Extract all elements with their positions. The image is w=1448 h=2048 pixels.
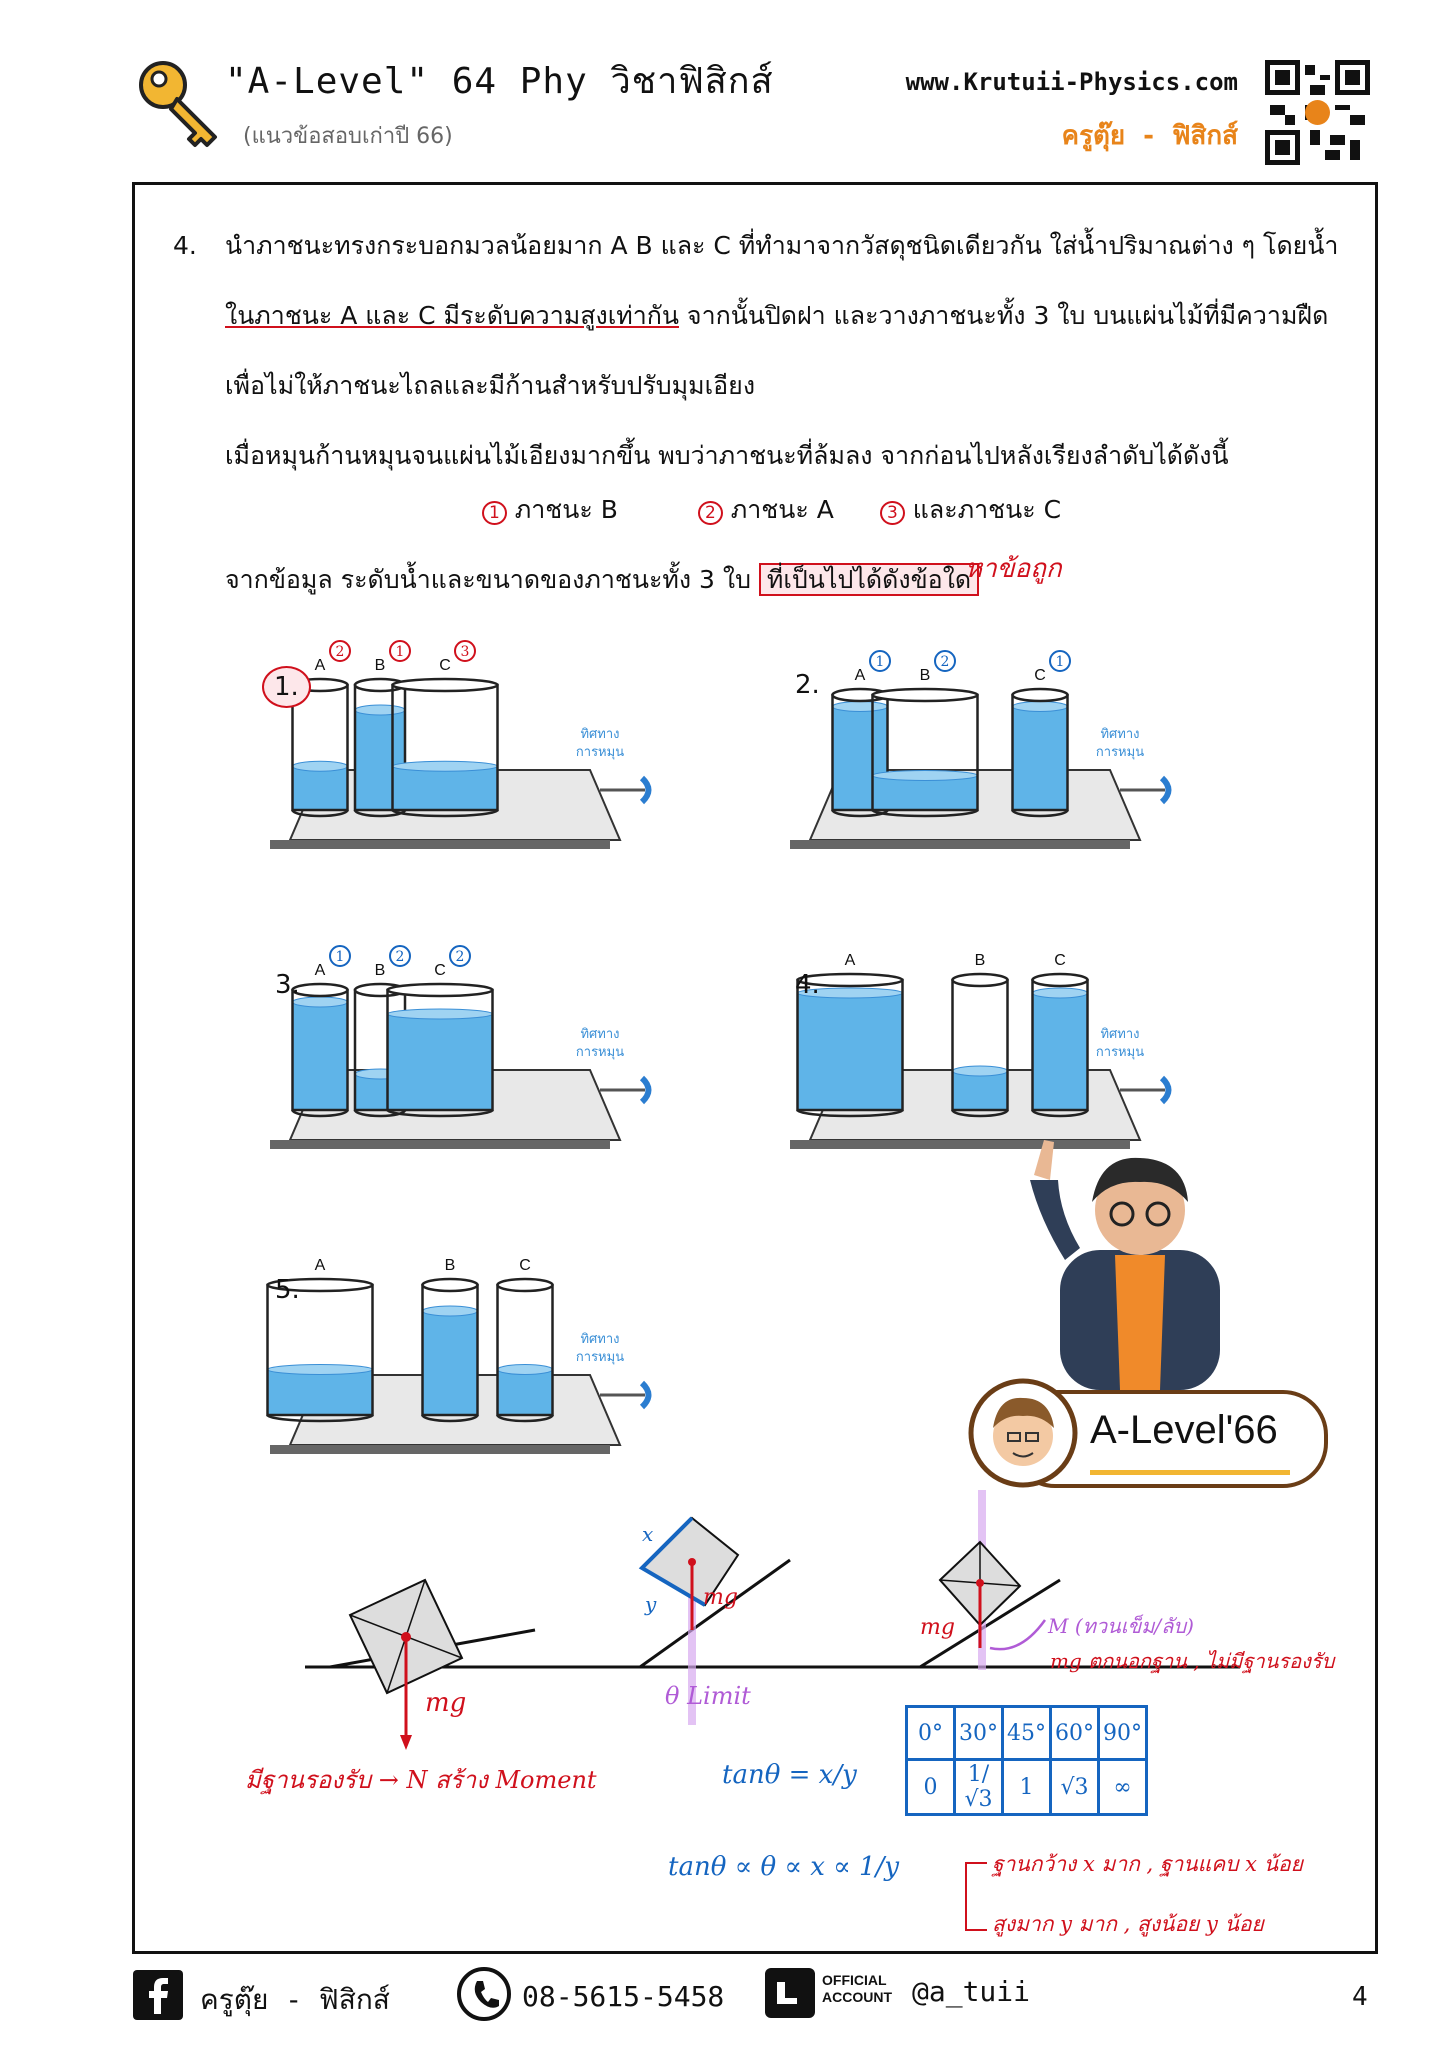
option-diagram-2 <box>770 610 1190 850</box>
cylinder-label: A <box>844 952 856 969</box>
order-item-1: 1 ภาชนะ B <box>482 492 618 531</box>
cylinder-lid <box>1033 974 1088 986</box>
theta-limit-label: θ Limit <box>665 1682 751 1710</box>
water-fill <box>268 1370 373 1416</box>
mg-label-1: mg <box>425 1688 467 1718</box>
note-find-correct: หาข้อถูก <box>965 554 1062 584</box>
tan-relation: tanθ ∝ θ ∝ x ∝ 1/y <box>668 1852 900 1882</box>
mg-outside-note: mg ตกนอกฐาน , ไม่มีฐานรองรับ <box>1050 1649 1335 1673</box>
cylinder-lid <box>873 689 978 701</box>
rotation-label: การหมุน <box>575 1350 625 1365</box>
rotation-label: ทิศทาง <box>1100 1027 1140 1042</box>
water-surface <box>1013 702 1068 712</box>
question-line-4: เมื่อหมุนก้านหมุนจนแผ่นไม้เอียงมากขึ้น พบว่าภาชนะที่ล้มลง จากก่อนไปหลังเรียงลำดับได้ดังนี้ <box>225 441 1229 470</box>
order-mark: 2 <box>335 644 345 660</box>
water-surface <box>1033 988 1088 998</box>
order-mark: 1 <box>335 949 345 965</box>
note-tall: สูงมาก y มาก , สูงน้อย y น้อย <box>992 1912 1264 1936</box>
cylinder-lid <box>388 984 493 996</box>
y-label: y <box>645 1592 657 1616</box>
water-fill <box>293 1002 348 1110</box>
water-fill <box>423 1311 478 1415</box>
water-surface <box>355 705 405 715</box>
water-surface <box>423 1306 478 1316</box>
rotation-label: การหมุน <box>575 1045 625 1060</box>
page-title: "A-Level" 64 Phy วิชาฟิสิกส์ <box>225 61 774 102</box>
question-prompt: จากข้อมูล ระดับน้ำและขนาดของภาชนะทั้ง 3 ใบ ที่เป็นไปได้ดังข้อใด <box>225 562 979 598</box>
tan-cell: √3 <box>1051 1760 1099 1815</box>
cylinder-label: C <box>1054 952 1066 969</box>
water-fill <box>1013 707 1068 811</box>
cylinder-label: C <box>1034 667 1046 684</box>
option-diagram-3 <box>250 910 670 1150</box>
angle-cell: 60° <box>1051 1707 1099 1760</box>
question-number: 4. <box>173 231 197 260</box>
water-surface <box>953 1066 1008 1076</box>
water-fill <box>498 1370 553 1416</box>
water-fill <box>388 1014 493 1110</box>
water-surface <box>293 997 348 1007</box>
cylinder-lid <box>293 984 348 996</box>
angle-cell: 30° <box>955 1707 1003 1760</box>
angle-cell: 45° <box>1003 1707 1051 1760</box>
badge-underline <box>1090 1470 1290 1475</box>
website[interactable]: www.Krutuii-Physics.com <box>905 68 1238 96</box>
line-icon[interactable] <box>765 1968 815 2018</box>
cylinder-label: C <box>519 1257 531 1274</box>
support-note: มีฐานรองรับ → N สร้าง Moment <box>245 1766 597 1794</box>
order-mark: 3 <box>460 644 470 660</box>
water-fill <box>293 766 348 810</box>
water-surface <box>268 1365 373 1375</box>
page-subtitle: (แนวข้อสอบเก่าปี 66) <box>243 124 453 149</box>
cylinder-label: C <box>434 962 446 979</box>
cylinder-label: A <box>314 657 326 674</box>
question-line-3: เพื่อไม่ให้ภาชนะไถลและมีก้านสำหรับปรับมุมเอียง <box>225 371 756 400</box>
footer-line-id[interactable]: @a_tuii <box>912 1975 1031 2008</box>
order-mark-3: 3 <box>880 501 905 525</box>
tan-cell: 1/√3 <box>955 1760 1003 1815</box>
water-surface <box>498 1365 553 1375</box>
cylinder-label: B <box>919 667 931 684</box>
order-mark-1: 1 <box>482 501 507 525</box>
cylinder-label: A <box>854 667 866 684</box>
cylinder-lid <box>423 1279 478 1291</box>
option-diagram-4 <box>770 910 1190 1150</box>
board-edge <box>270 840 610 849</box>
key-icon <box>135 55 225 150</box>
cylinder-label: A <box>314 962 326 979</box>
option-diagram-1 <box>250 610 670 850</box>
water-fill <box>953 1071 1008 1110</box>
order-mark: 2 <box>395 949 405 965</box>
bracket-line <box>965 1862 987 1931</box>
tan-cell: ∞ <box>1099 1760 1147 1815</box>
water-surface <box>393 761 498 771</box>
rotation-label: การหมุน <box>1095 745 1145 760</box>
underlined-condition: ในภาชนะ A และ C มีระดับความสูงเท่ากัน <box>225 301 679 330</box>
order-mark: 1 <box>875 654 885 670</box>
cylinder-label: B <box>374 962 386 979</box>
option-number-5[interactable]: 5. <box>275 1275 300 1305</box>
tan-cell: 0 <box>907 1760 955 1815</box>
rotation-label: การหมุน <box>575 745 625 760</box>
rotation-label: ทิศทาง <box>1100 727 1140 742</box>
order-mark-2: 2 <box>698 501 723 525</box>
x-label: x <box>642 1522 654 1546</box>
teacher-name: ครูตุ๊ย - ฟิสิกส์ <box>1061 121 1238 151</box>
rotation-label: ทิศทาง <box>580 727 620 742</box>
board-edge <box>270 1445 610 1454</box>
angle-cell: 90° <box>1099 1707 1147 1760</box>
angle-table <box>905 1705 1148 1816</box>
cylinder-lid <box>1013 689 1068 701</box>
moment-note: M (ทวนเข็ม/ลับ) <box>1048 1614 1194 1638</box>
angle-cell: 0° <box>907 1707 955 1760</box>
option-number-2[interactable]: 2. <box>795 670 820 700</box>
tan-cell: 1 <box>1003 1760 1051 1815</box>
order-mark: 2 <box>455 949 465 965</box>
cylinder-label: B <box>444 1257 456 1274</box>
cylinder-lid <box>953 974 1008 986</box>
note-wide-base: ฐานกว้าง x มาก , ฐานแคบ x น้อย <box>992 1852 1303 1876</box>
option-number-4[interactable]: 4. <box>795 970 820 1000</box>
cylinder-label: C <box>439 657 451 674</box>
option-number-3[interactable]: 3. <box>275 970 300 1000</box>
order-item-3: 3 และภาชนะ C <box>880 492 1061 531</box>
water-fill <box>798 993 903 1110</box>
line-official-label: OFFICIAL ACCOUNT <box>822 1972 892 2005</box>
teacher-photo <box>1020 1130 1260 1390</box>
water-surface <box>388 1009 493 1019</box>
footer-phone[interactable]: 08-5615-5458 <box>522 1980 725 2013</box>
board-edge <box>270 1140 610 1149</box>
phone-icon[interactable] <box>455 1965 513 2023</box>
order-item-2: 2 ภาชนะ A <box>698 492 834 531</box>
mg-label-2: mg <box>703 1585 738 1610</box>
order-mark: 1 <box>1055 654 1065 670</box>
rotation-label: ทิศทาง <box>580 1332 620 1347</box>
facebook-icon[interactable] <box>133 1970 183 2020</box>
tan-formula: tanθ = x/y <box>722 1760 857 1790</box>
annotation-diagram <box>300 1480 1370 1790</box>
rotation-label: ทิศทาง <box>580 1027 620 1042</box>
board-edge <box>790 840 1130 849</box>
badge-label: A-Level'66 <box>1090 1408 1278 1452</box>
water-fill <box>1033 993 1088 1110</box>
page-number: 4 <box>1352 1982 1368 2012</box>
qr-code-icon[interactable] <box>1265 60 1370 165</box>
water-surface <box>873 771 978 781</box>
cylinder-lid <box>393 679 498 691</box>
question-line-1: นำภาชนะทรงกระบอกมวลน้อยมาก A B และ C ที่ทำมาจากวัสดุชนิดเดียวกัน ใส่น้ำปริมาณต่าง ๆ โดยน้ำ <box>225 231 1339 260</box>
cylinder-lid <box>498 1279 553 1291</box>
rotation-label: การหมุน <box>1095 1045 1145 1060</box>
prompt-highlight: ที่เป็นไปได้ดังข้อใด <box>759 563 979 596</box>
question-line-2 <box>225 298 1328 334</box>
cylinder-label: B <box>974 952 986 969</box>
water-surface <box>293 761 348 771</box>
option-diagram-5 <box>250 1215 670 1455</box>
option-number-1[interactable]: 1. <box>262 666 311 708</box>
footer-facebook[interactable]: ครูตุ๊ย - ฟิสิกส์ <box>200 1983 390 2016</box>
avatar <box>968 1378 1078 1488</box>
water-surface <box>833 702 888 712</box>
mg-label-3: mg <box>920 1615 955 1640</box>
cylinder-label: B <box>374 657 386 674</box>
question-line-2-rest: จากนั้นปิดฝา และวางภาชนะทั้ง 3 ใบ บนแผ่นไม้ที่มีความฝืด <box>678 301 1329 330</box>
cylinder-label: A <box>314 1257 326 1274</box>
water-fill <box>393 766 498 810</box>
order-mark: 1 <box>395 644 405 660</box>
order-mark: 2 <box>940 654 950 670</box>
